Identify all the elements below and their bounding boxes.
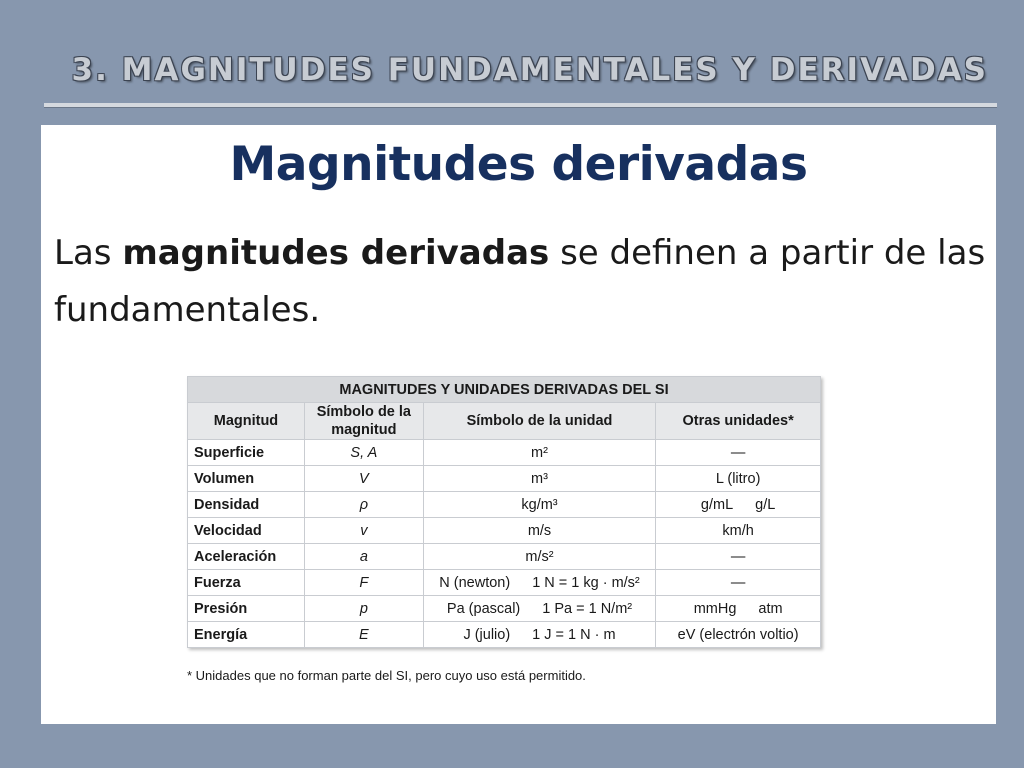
cell-simbolo-magnitud: E	[304, 622, 423, 648]
cell-magnitud: Volumen	[188, 466, 305, 492]
other-unit: mmHg	[693, 600, 737, 617]
unit-symbol: N (newton)	[439, 574, 511, 591]
panel-heading: Magnitudes derivadas	[229, 137, 808, 192]
cell-simbolo-magnitud: a	[304, 544, 423, 570]
unit-definition: 1 N = 1 kg · m/s²	[532, 574, 640, 591]
table-row	[188, 492, 821, 518]
unit-definition: 1 J = 1 N · m	[532, 626, 616, 643]
cell-simbolo-magnitud: ρ	[304, 492, 423, 518]
cell-magnitud: Energía	[188, 622, 305, 648]
other-unit: g/L	[755, 496, 776, 513]
si-derived-table-container	[187, 376, 821, 648]
other-unit: —	[730, 574, 746, 591]
other-unit: atm	[758, 600, 783, 617]
cell-simbolo-magnitud: v	[304, 518, 423, 544]
cell-simbolo-unidad	[423, 518, 655, 544]
other-unit: g/mL	[700, 496, 734, 513]
unit-symbol: m/s	[527, 522, 552, 539]
cell-simbolo-magnitud: S, A	[304, 440, 423, 466]
cell-otras-unidades	[656, 440, 821, 466]
cell-simbolo-unidad	[423, 570, 655, 596]
title-divider	[44, 103, 997, 108]
column-header-otras-unidades: Otras unidades*	[656, 403, 821, 440]
cell-simbolo-unidad	[423, 466, 655, 492]
unit-symbol: m²	[531, 444, 548, 461]
table-body	[188, 440, 821, 648]
unit-symbol: m³	[531, 470, 548, 487]
cell-otras-unidades	[656, 544, 821, 570]
cell-otras-unidades	[656, 492, 821, 518]
unit-symbol: kg/m³	[521, 496, 558, 513]
table-row	[188, 518, 821, 544]
cell-magnitud: Aceleración	[188, 544, 305, 570]
cell-magnitud: Presión	[188, 596, 305, 622]
cell-otras-unidades	[656, 570, 821, 596]
cell-simbolo-magnitud: F	[304, 570, 423, 596]
unit-symbol: Pa (pascal)	[446, 600, 521, 617]
table-footnote: * Unidades que no forman parte del SI, pero cuyo uso está permitido.	[187, 668, 586, 683]
slide-title: 3. MAGNITUDES FUNDAMENTALES Y DERIVADAS	[71, 52, 988, 88]
cell-magnitud: Densidad	[188, 492, 305, 518]
cell-simbolo-unidad	[423, 544, 655, 570]
table-row	[188, 596, 821, 622]
intro-paragraph	[54, 225, 989, 339]
other-unit: eV (electrón voltio)	[677, 626, 799, 643]
cell-simbolo-unidad	[423, 596, 655, 622]
content-panel	[41, 125, 996, 724]
other-unit: —	[730, 548, 746, 565]
table-row	[188, 622, 821, 648]
unit-definition: 1 Pa = 1 N/m²	[542, 600, 633, 617]
column-header-magnitud: Magnitud	[188, 403, 305, 440]
other-unit: —	[730, 444, 746, 461]
cell-otras-unidades	[656, 596, 821, 622]
table-row	[188, 466, 821, 492]
cell-otras-unidades	[656, 518, 821, 544]
table-row	[188, 570, 821, 596]
table-row	[188, 440, 821, 466]
cell-simbolo-unidad	[423, 622, 655, 648]
unit-symbol: J (julio)	[463, 626, 511, 643]
cell-simbolo-magnitud: V	[304, 466, 423, 492]
table-row	[188, 544, 821, 570]
cell-otras-unidades	[656, 622, 821, 648]
cell-simbolo-unidad	[423, 492, 655, 518]
si-derived-units-table	[187, 376, 821, 648]
intro-text-post: se definen a partir de las fundamentales.	[54, 233, 986, 330]
cell-otras-unidades	[656, 466, 821, 492]
column-header-simbolo-unidad: Símbolo de la unidad	[423, 403, 655, 440]
column-header-simbolo-magnitud: Símbolo de la magnitud	[304, 403, 423, 440]
cell-magnitud: Velocidad	[188, 518, 305, 544]
unit-symbol: m/s²	[525, 548, 554, 565]
table-caption: MAGNITUDES Y UNIDADES DERIVADAS DEL SI	[188, 377, 821, 403]
cell-magnitud: Superficie	[188, 440, 305, 466]
other-unit: km/h	[722, 522, 754, 539]
other-unit: L (litro)	[715, 470, 761, 487]
cell-simbolo-magnitud: p	[304, 596, 423, 622]
cell-magnitud: Fuerza	[188, 570, 305, 596]
intro-text-pre: Las	[54, 233, 123, 273]
intro-text-bold: magnitudes derivadas	[122, 233, 550, 273]
cell-simbolo-unidad	[423, 440, 655, 466]
